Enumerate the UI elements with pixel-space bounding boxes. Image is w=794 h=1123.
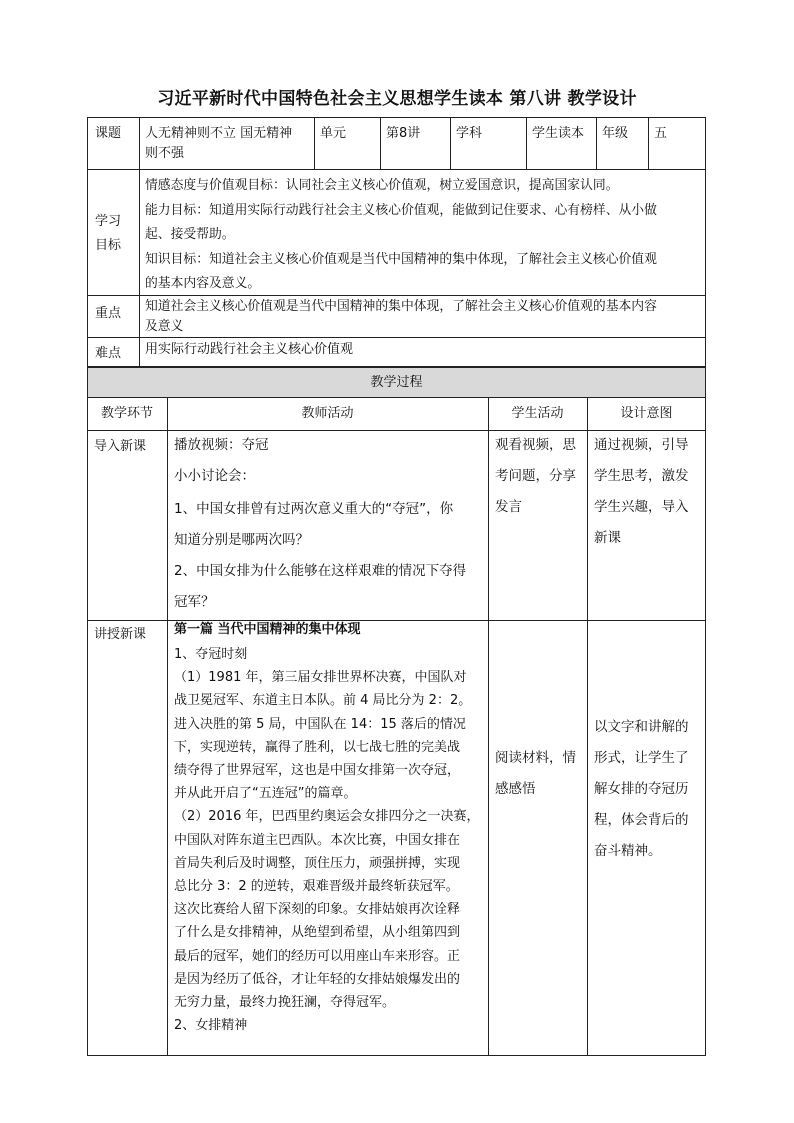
lecture-teacher-line: 下，实现逆转，赢得了胜利，以七战七胜的完美战 — [174, 739, 461, 755]
intro-intent-line: 学生思考，激发 — [594, 468, 689, 484]
intro-teacher-line: 播放视频：夺冠 — [174, 437, 269, 453]
intro-teacher-line: 1、中国女排曾有过两次意义重大的“夺冠”，你 — [174, 501, 454, 517]
lecture-intent-line: 以文字和讲解的 — [594, 719, 689, 735]
grade-value: 五 — [654, 126, 668, 141]
column-header: 设计意图 — [620, 406, 673, 421]
lecture-teacher-line: 战卫冕冠军、东道主日本队。前 4 局比分为 2：2。 — [174, 693, 472, 709]
intro-intent-line: 新课 — [594, 530, 621, 546]
lecture-teacher-line: （1）1981 年，第三届女排世界杯决赛，中国队对 — [174, 670, 467, 686]
lecture-intent-line: 形式，让学生了 — [594, 750, 689, 766]
lecture-teacher-line: 无穷力量，最终力挽狂澜，夺得冠军。 — [174, 995, 396, 1011]
lecture-teacher-line: 最后的冠军，她们的经历可以用座山车来形容。正 — [174, 948, 461, 964]
lecture-teacher-line: 首局失利后及时调整，顶住压力，顽强拼搏，实现 — [174, 855, 461, 871]
intro-teacher-line: 知道分别是哪两次吗？ — [174, 532, 309, 548]
objective-line: 的基本内容及意义。 — [145, 276, 261, 291]
objectives-text — [145, 174, 657, 297]
lecture-teacher-line: 这次比赛给人留下深刻的印象。女排姑娘再次诠释 — [174, 902, 461, 918]
unit-value: 第8讲 — [386, 126, 421, 141]
lecture-intent-line: 解女排的夺冠历 — [594, 781, 689, 797]
intro-student-line: 观看视频，思 — [495, 437, 576, 453]
intro-design-intent — [594, 430, 689, 554]
lecture-intent-line: 奋斗精神。 — [594, 843, 662, 859]
page-title: 习近平新时代中国特色社会主义思想学生读本 第八讲 教学设计 — [157, 89, 637, 109]
lecture-intent-line: 程，体会背后的 — [594, 812, 689, 828]
difficulty-label: 难点 — [95, 346, 122, 361]
lecture-teacher-line: 了什么是女排精神，从绝望到希望，从小组第四到 — [174, 925, 461, 941]
lecture-teacher-line: 并从此开启了“五连冠”的篇章。 — [174, 786, 357, 802]
objective-line: 起、接受帮助。 — [145, 227, 235, 242]
lecture-teacher-line: 进入决胜的第 5 局，中国队在 14：15 落后的情况 — [174, 716, 466, 732]
lecture-student-line: 感感悟 — [495, 781, 536, 797]
difficulty-text: 用实际行动践行社会主义核心价值观 — [145, 342, 354, 357]
grade-label: 年级 — [602, 126, 629, 141]
objective-line: 情感态度与价值观目标：认同社会主义核心价值观，树立爱国意识，提高国家认同。 — [145, 178, 619, 193]
topic-label: 课题 — [95, 126, 122, 141]
unit-label: 单元 — [320, 126, 347, 141]
intro-intent-line: 通过视频，引导 — [594, 437, 689, 453]
key-point-label: 重点 — [95, 306, 122, 321]
key-point-line2: 及意义 — [145, 319, 184, 334]
lecture-teacher-line: 总比分 3：2 的逆转，艰难晋级并最终斩获冠军。 — [174, 879, 459, 895]
lecture-teacher-line: 2、女排精神 — [174, 1018, 248, 1034]
topic-value-line1: 人无精神则不立 国无精神 — [145, 126, 293, 141]
intro-teacher-activity — [174, 430, 269, 461]
column-header: 教学环节 — [100, 406, 153, 421]
intro-intent-line: 学生兴趣，导入 — [594, 499, 689, 515]
intro-teacher-line: 小小讨论会： — [174, 468, 255, 484]
column-header: 教师活动 — [301, 406, 354, 421]
lecture-teacher-line: 1、夺冠时刻 — [174, 647, 248, 662]
subject-value: 学生读本 — [532, 126, 585, 141]
key-point-line1: 知道社会主义核心价值观是当代中国精神的集中体现，了解社会主义核心价值观的基本内容 — [145, 299, 657, 314]
column-header: 学生活动 — [511, 406, 564, 421]
objective-line: 知识目标：知道社会主义核心价值观是当代中国精神的集中体现，了解社会主义核心价值观 — [145, 251, 657, 267]
lecture-design-intent — [594, 712, 689, 867]
intro-teacher-line: 冠军？ — [174, 594, 215, 610]
intro-teacher-line: 2、中国女排为什么能够在这样艰难的情况下夺得 — [174, 563, 467, 579]
lecture-teacher-activity — [174, 643, 480, 1037]
objectives-label-line2: 目标 — [95, 238, 122, 253]
objectives-label-line1: 学习 — [95, 214, 122, 229]
lecture-teacher-line: 绩夺得了世界冠军，这也是中国女排第一次夺冠， — [174, 763, 461, 779]
intro-student-line: 发言 — [495, 499, 522, 515]
subject-label: 学科 — [456, 126, 483, 141]
lecture-student-line: 阅读材料，情 — [495, 750, 576, 766]
objective-line: 能力目标：知道用实际行动践行社会主义核心价值观，能做到记住要求、心有榜样、从小做 — [145, 202, 657, 218]
lecture-heading: 第一篇 当代中国精神的集中体现 — [174, 622, 361, 637]
lecture-stage: 讲授新课 — [94, 627, 147, 642]
intro-student-line: 考问题，分享 — [495, 468, 576, 484]
lecture-student-activity — [495, 743, 576, 805]
lecture-teacher-line: 是因为经历了低谷，才让年轻的女排姑娘爆发出的 — [174, 971, 461, 987]
intro-stage: 导入新课 — [94, 439, 147, 454]
lecture-teacher-line: （2）2016 年，巴西里约奥运会女排四分之一决赛， — [174, 809, 480, 825]
process-title: 教学过程 — [370, 375, 423, 390]
topic-value-line2: 则不强 — [145, 146, 185, 161]
intro-student-activity — [495, 430, 576, 523]
lecture-teacher-line: 中国队对阵东道主巴西队。本次比赛，中国女排在 — [174, 832, 461, 848]
